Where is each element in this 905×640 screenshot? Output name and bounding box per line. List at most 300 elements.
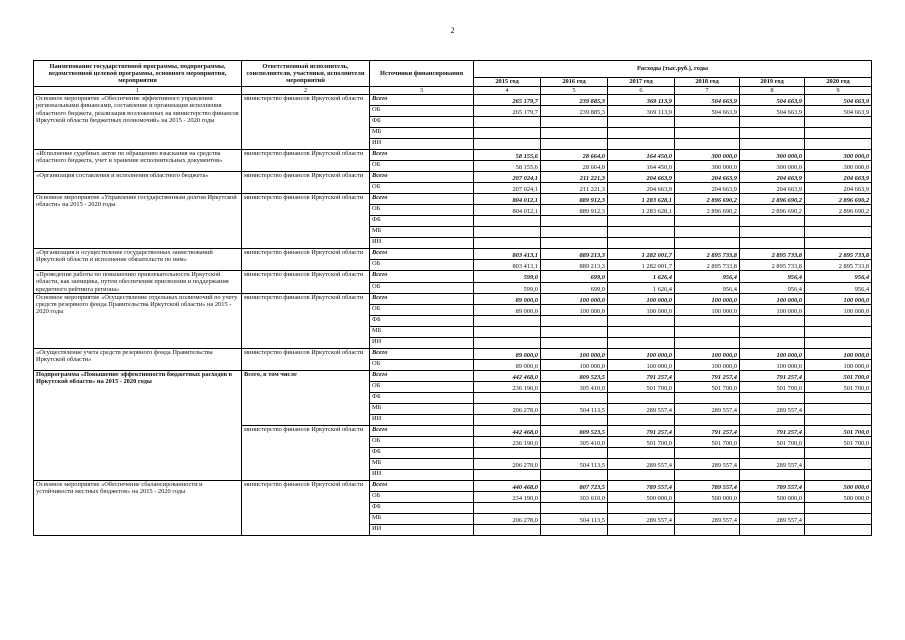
funding-source: ОБ [370, 359, 474, 370]
funding-source: Всего [370, 95, 474, 106]
expense-value [675, 502, 740, 513]
funding-source: ФБ [370, 447, 474, 458]
expense-value: 956,4 [675, 282, 740, 293]
expense-value [608, 414, 675, 425]
expense-value [541, 392, 608, 403]
expense-value: 809 523,5 [541, 425, 608, 436]
expense-value: 100 000,0 [805, 348, 872, 359]
funding-source: Всего [370, 425, 474, 436]
expense-value: 2 895 733,8 [675, 249, 740, 260]
expense-value [675, 414, 740, 425]
expense-value [474, 502, 541, 513]
expense-value [675, 128, 740, 139]
financing-table-wrapper [33, 60, 872, 536]
expense-value: 2 896 690,2 [740, 205, 805, 216]
expense-value: 1 283 628,1 [608, 194, 675, 205]
expense-value [608, 469, 675, 480]
expense-value [740, 315, 805, 326]
expense-value [805, 216, 872, 227]
table-row [34, 150, 872, 161]
expense-value: 300 000,0 [740, 150, 805, 161]
expense-value: 440 468,0 [474, 480, 541, 491]
expense-value: 501 700,0 [675, 381, 740, 392]
column-number: 5 [541, 87, 608, 95]
expense-value: 699,0 [541, 282, 608, 293]
expense-value [740, 414, 805, 425]
header-name: Наименование государственной программы, подпрограммы, ведомственной целевой программы, основного мероприятия, мероприятия [34, 61, 242, 87]
expense-value: 504 663,9 [740, 95, 805, 106]
expense-value [675, 524, 740, 535]
expense-value [474, 227, 541, 238]
expense-value: 956,4 [740, 271, 805, 282]
expense-value: 100 000,0 [740, 359, 805, 370]
expense-value: 804 012,1 [474, 205, 541, 216]
expense-value: 100 000,0 [740, 293, 805, 304]
expense-value: 442 468,0 [474, 425, 541, 436]
table-row [34, 271, 872, 282]
measure-name: Основное мероприятие «Управление государственным долгом Иркутской области» на 2015 - 2020 годы [34, 194, 242, 249]
expense-value: 791 257,4 [740, 370, 805, 381]
expense-value [608, 117, 675, 128]
expense-value: 204 663,9 [740, 183, 805, 194]
expense-value [608, 502, 675, 513]
measure-name: Основное мероприятие «Обеспечение сбалансированности и устойчивости местных бюджетов» на 2015 - 2020 годы [34, 480, 242, 535]
expense-value [474, 128, 541, 139]
expense-value [805, 238, 872, 249]
expense-value [541, 216, 608, 227]
expense-value: 791 257,4 [675, 370, 740, 381]
header-year: 2020 год [805, 78, 872, 87]
measure-name: «Организация и осуществление государственных заимствований Иркутской области и исполнение обязательств по ним» [34, 249, 242, 271]
expense-value: 501 700,0 [805, 436, 872, 447]
expense-value: 504 113,5 [541, 458, 608, 469]
measure-name: «Осуществление учета средств резервного фонда Правительства Иркутской области» [34, 348, 242, 370]
funding-source: Всего [370, 293, 474, 304]
expense-value: 305 410,0 [541, 381, 608, 392]
expense-value: 2 896 690,2 [675, 194, 740, 205]
expense-value: 204 663,9 [608, 183, 675, 194]
funding-source: Всего [370, 480, 474, 491]
expense-value [805, 315, 872, 326]
expense-value: 300 000,0 [675, 150, 740, 161]
expense-value: 369 113,9 [608, 106, 675, 117]
expense-value: 956,4 [805, 271, 872, 282]
expense-value [474, 326, 541, 337]
executor-name: министерство финансов Иркутской области [242, 425, 370, 480]
header-source: Источники финансирования [370, 61, 474, 87]
expense-value: 699,0 [541, 271, 608, 282]
header-year: 2019 год [740, 78, 805, 87]
expense-value: 28 664,0 [541, 150, 608, 161]
executor-name: министерство финансов Иркутской области [242, 348, 370, 370]
expense-value: 204 663,9 [608, 172, 675, 183]
expense-value [608, 227, 675, 238]
expense-value [474, 414, 541, 425]
expense-value: 791 257,4 [608, 370, 675, 381]
expense-value [608, 139, 675, 150]
expense-value [541, 139, 608, 150]
expense-value [541, 315, 608, 326]
measure-name: «Проведение работы по повышению привлекательности Иркутской области, как заемщика, путем обеспечения присвоения и поддержания кредитного рейтинга региона» [34, 271, 242, 294]
expense-value: 289 557,4 [608, 403, 675, 414]
expense-value [675, 227, 740, 238]
expense-value [740, 337, 805, 348]
expense-value: 206 278,0 [474, 458, 541, 469]
header-year: 2017 год [608, 78, 675, 87]
expense-value: 504 663,9 [805, 95, 872, 106]
expense-value [675, 139, 740, 150]
expense-value [805, 524, 872, 535]
expense-value: 956,4 [740, 282, 805, 293]
expense-value [805, 403, 872, 414]
funding-source: ОБ [370, 260, 474, 271]
expense-value: 807 723,5 [541, 480, 608, 491]
expense-value: 100 000,0 [805, 359, 872, 370]
expense-value [805, 337, 872, 348]
expense-value: 2 896 690,2 [740, 194, 805, 205]
table-body [34, 95, 872, 536]
expense-value: 1 283 628,1 [608, 205, 675, 216]
expense-value: 236 190,0 [474, 381, 541, 392]
expense-value: 956,4 [675, 271, 740, 282]
expense-value [474, 216, 541, 227]
expense-value [541, 524, 608, 535]
column-number: 9 [805, 87, 872, 95]
expense-value: 599,0 [474, 282, 541, 293]
funding-source: ОБ [370, 381, 474, 392]
expense-value [541, 502, 608, 513]
expense-value: 2 895 733,8 [740, 260, 805, 271]
expense-value: 100 000,0 [805, 293, 872, 304]
expense-value: 504 663,9 [805, 106, 872, 117]
funding-source: ОБ [370, 205, 474, 216]
expense-value: 164 450,0 [608, 161, 675, 172]
expense-value [474, 238, 541, 249]
expense-value [805, 117, 872, 128]
expense-value: 1 282 001,7 [608, 260, 675, 271]
column-number: 8 [740, 87, 805, 95]
expense-value: 500 000,0 [608, 491, 675, 502]
expense-value [805, 128, 872, 139]
expense-value: 2 895 733,8 [740, 249, 805, 260]
expense-value [541, 326, 608, 337]
expense-value: 956,4 [805, 282, 872, 293]
funding-source: Всего [370, 172, 474, 183]
expense-value [740, 502, 805, 513]
expense-value [740, 469, 805, 480]
expense-value [541, 238, 608, 249]
expense-value [740, 216, 805, 227]
expense-value: 100 000,0 [541, 293, 608, 304]
funding-source: ИИ [370, 139, 474, 150]
expense-value [541, 414, 608, 425]
expense-value: 369 113,9 [608, 95, 675, 106]
page-number: 2 [450, 26, 455, 35]
expense-value: 2 895 733,8 [675, 260, 740, 271]
expense-value [805, 458, 872, 469]
expense-value [740, 524, 805, 535]
expense-value [474, 337, 541, 348]
expense-value [608, 315, 675, 326]
table-row [34, 95, 872, 106]
table-row [34, 172, 872, 183]
expense-value: 204 663,9 [675, 183, 740, 194]
expense-value [740, 227, 805, 238]
measure-name: Основное мероприятие «Осуществление отдельных полномочий по учету средств резервного фонда Правительства Иркутской области» на 2015 - 2020 годы [34, 293, 242, 348]
funding-source: МБ [370, 403, 474, 414]
expense-value [805, 447, 872, 458]
expense-value [675, 447, 740, 458]
expense-value: 809 523,5 [541, 370, 608, 381]
expense-value [740, 139, 805, 150]
expense-value: 289 557,4 [675, 513, 740, 524]
expense-value [740, 392, 805, 403]
expense-value [675, 315, 740, 326]
expense-value: 265 179,7 [474, 95, 541, 106]
expense-value: 204 663,9 [675, 172, 740, 183]
expense-value [805, 469, 872, 480]
expense-value: 442 468,0 [474, 370, 541, 381]
expense-value: 803 413,1 [474, 249, 541, 260]
funding-source: ОБ [370, 436, 474, 447]
expense-value: 501 700,0 [608, 381, 675, 392]
expense-value: 789 557,4 [740, 480, 805, 491]
funding-source: МБ [370, 326, 474, 337]
expense-value: 100 000,0 [541, 359, 608, 370]
expense-value: 289 557,4 [675, 458, 740, 469]
column-number: 4 [474, 87, 541, 95]
measure-name: Подпрограмма «Повышение эффективности бюджетных расходов в Иркутской области» на 2015 - 2020 годы [34, 370, 242, 480]
financing-table [33, 60, 872, 536]
expense-value: 211 221,3 [541, 183, 608, 194]
expense-value: 501 700,0 [805, 370, 872, 381]
funding-source: ОБ [370, 491, 474, 502]
executor-name: министерство финансов Иркутской области [242, 293, 370, 348]
expense-value [608, 392, 675, 403]
expense-value [541, 447, 608, 458]
expense-value: 501 700,0 [740, 436, 805, 447]
table-row [34, 480, 872, 491]
expense-value [608, 524, 675, 535]
executor-name: министерство финансов Иркутской области [242, 95, 370, 150]
expense-value: 2 895 733,8 [805, 260, 872, 271]
funding-source: МБ [370, 227, 474, 238]
expense-value: 303 610,0 [541, 491, 608, 502]
expense-value: 100 000,0 [541, 304, 608, 315]
expense-value: 289 557,4 [740, 403, 805, 414]
expense-value: 89 000,0 [474, 348, 541, 359]
expense-value: 100 000,0 [608, 348, 675, 359]
expense-value: 300 000,0 [805, 150, 872, 161]
expense-value: 889 213,3 [541, 249, 608, 260]
expense-value: 501 700,0 [675, 436, 740, 447]
table-row [34, 249, 872, 260]
expense-value [675, 238, 740, 249]
funding-source: Всего [370, 194, 474, 205]
expense-value [675, 392, 740, 403]
funding-source: ИИ [370, 469, 474, 480]
executor-name: министерство финансов Иркутской области [242, 480, 370, 535]
table-row [34, 370, 872, 381]
executor-name: министерство финансов Иркутской области [242, 271, 370, 294]
expense-value: 501 700,0 [805, 381, 872, 392]
expense-value: 58 155,6 [474, 150, 541, 161]
funding-source: МБ [370, 458, 474, 469]
expense-value [474, 117, 541, 128]
expense-value [740, 128, 805, 139]
funding-source: ИИ [370, 238, 474, 249]
header-executor: Ответственный исполнитель, соисполнители, участники, исполнители мероприятий [242, 61, 370, 87]
funding-source: МБ [370, 128, 474, 139]
expense-value: 2 896 690,2 [805, 194, 872, 205]
expense-value [675, 337, 740, 348]
funding-source: ФБ [370, 117, 474, 128]
expense-value: 504 663,9 [675, 95, 740, 106]
expense-value: 889 912,3 [541, 194, 608, 205]
expense-value: 1 282 001,7 [608, 249, 675, 260]
column-number: 7 [675, 87, 740, 95]
expense-value: 504 663,9 [740, 106, 805, 117]
expense-value: 305 410,0 [541, 436, 608, 447]
expense-value [740, 117, 805, 128]
funding-source: Всего [370, 348, 474, 359]
header-year: 2016 год [541, 78, 608, 87]
expense-value: 1 626,4 [608, 282, 675, 293]
expense-value [608, 337, 675, 348]
funding-source: Всего [370, 150, 474, 161]
expense-value: 239 885,3 [541, 106, 608, 117]
expense-value: 100 000,0 [541, 348, 608, 359]
expense-value [805, 227, 872, 238]
expense-value: 599,0 [474, 271, 541, 282]
expense-value: 2 896 690,2 [805, 205, 872, 216]
table-header [34, 61, 872, 95]
expense-value [805, 502, 872, 513]
expense-value: 28 664,0 [541, 161, 608, 172]
expense-value: 100 000,0 [740, 348, 805, 359]
expense-value: 300 000,0 [805, 161, 872, 172]
funding-source: Всего [370, 249, 474, 260]
expense-value: 206 278,0 [474, 513, 541, 524]
expense-value [608, 326, 675, 337]
executor-name: министерство финансов Иркутской области [242, 194, 370, 249]
expense-value: 265 179,7 [474, 106, 541, 117]
expense-value: 500 000,0 [805, 491, 872, 502]
expense-value: 789 557,4 [675, 480, 740, 491]
expense-value: 58 155,6 [474, 161, 541, 172]
header-year: 2018 год [675, 78, 740, 87]
funding-source: Всего [370, 271, 474, 282]
expense-value: 791 257,4 [608, 425, 675, 436]
column-number: 6 [608, 87, 675, 95]
expense-value: 289 557,4 [740, 458, 805, 469]
expense-value: 501 700,0 [805, 425, 872, 436]
expense-value [675, 216, 740, 227]
executor-name: министерство финансов Иркутской области [242, 172, 370, 194]
expense-value [474, 315, 541, 326]
expense-value: 100 000,0 [805, 304, 872, 315]
expense-value: 204 663,9 [805, 172, 872, 183]
header-expenses: Расходы (тыс.руб.), годы [474, 61, 872, 78]
funding-source: ОБ [370, 183, 474, 194]
expense-value: 2 895 733,8 [805, 249, 872, 260]
expense-value: 501 700,0 [608, 436, 675, 447]
expense-value: 207 024,1 [474, 183, 541, 194]
executor-name: министерство финансов Иркутской области [242, 150, 370, 172]
expense-value [541, 469, 608, 480]
expense-value: 100 000,0 [608, 304, 675, 315]
measure-name: «Организация составления и исполнения областного бюджета» [34, 172, 242, 194]
table-row [34, 194, 872, 205]
expense-value [541, 128, 608, 139]
funding-source: ФБ [370, 315, 474, 326]
expense-value [608, 238, 675, 249]
expense-value [675, 469, 740, 480]
expense-value: 211 221,3 [541, 172, 608, 183]
executor-name: министерство финансов Иркутской области [242, 249, 370, 271]
expense-value: 207 024,1 [474, 172, 541, 183]
expense-value: 100 000,0 [740, 304, 805, 315]
expense-value: 100 000,0 [675, 304, 740, 315]
expense-value: 204 663,9 [740, 172, 805, 183]
expense-value: 89 000,0 [474, 359, 541, 370]
expense-value: 789 557,4 [608, 480, 675, 491]
expense-value: 236 190,0 [474, 436, 541, 447]
expense-value [805, 139, 872, 150]
measure-name: «Исполнение судебных актов по обращению взыскания на средства областного бюджета, учет и хранение исполнительных документов» [34, 150, 242, 172]
expense-value [541, 227, 608, 238]
expense-value: 164 450,0 [608, 150, 675, 161]
expense-value [675, 326, 740, 337]
expense-value [805, 414, 872, 425]
expense-value: 100 000,0 [675, 359, 740, 370]
expense-value: 100 000,0 [675, 293, 740, 304]
expense-value [805, 326, 872, 337]
expense-value [474, 447, 541, 458]
expense-value: 504 113,5 [541, 403, 608, 414]
funding-source: МБ [370, 513, 474, 524]
expense-value: 889 213,3 [541, 260, 608, 271]
expense-value: 504 113,5 [541, 513, 608, 524]
expense-value: 500 000,0 [675, 491, 740, 502]
expense-value [541, 337, 608, 348]
expense-value [474, 139, 541, 150]
expense-value: 500 000,0 [740, 491, 805, 502]
expense-value: 89 000,0 [474, 304, 541, 315]
expense-value [805, 513, 872, 524]
funding-source: ФБ [370, 216, 474, 227]
expense-value [474, 392, 541, 403]
expense-value: 89 000,0 [474, 293, 541, 304]
funding-source: ОБ [370, 106, 474, 117]
expense-value: 289 557,4 [608, 513, 675, 524]
expense-value: 289 557,4 [740, 513, 805, 524]
expense-value [805, 392, 872, 403]
funding-source: Всего [370, 370, 474, 381]
funding-source: ОБ [370, 304, 474, 315]
expense-value [740, 447, 805, 458]
expense-value: 289 557,4 [608, 458, 675, 469]
expense-value: 2 896 690,2 [675, 205, 740, 216]
expense-value: 791 257,4 [675, 425, 740, 436]
expense-value [608, 128, 675, 139]
expense-value [740, 326, 805, 337]
expense-value: 204 663,9 [805, 183, 872, 194]
expense-value [608, 447, 675, 458]
expense-value [474, 524, 541, 535]
expense-value: 804 012,1 [474, 194, 541, 205]
funding-source: ФБ [370, 392, 474, 403]
